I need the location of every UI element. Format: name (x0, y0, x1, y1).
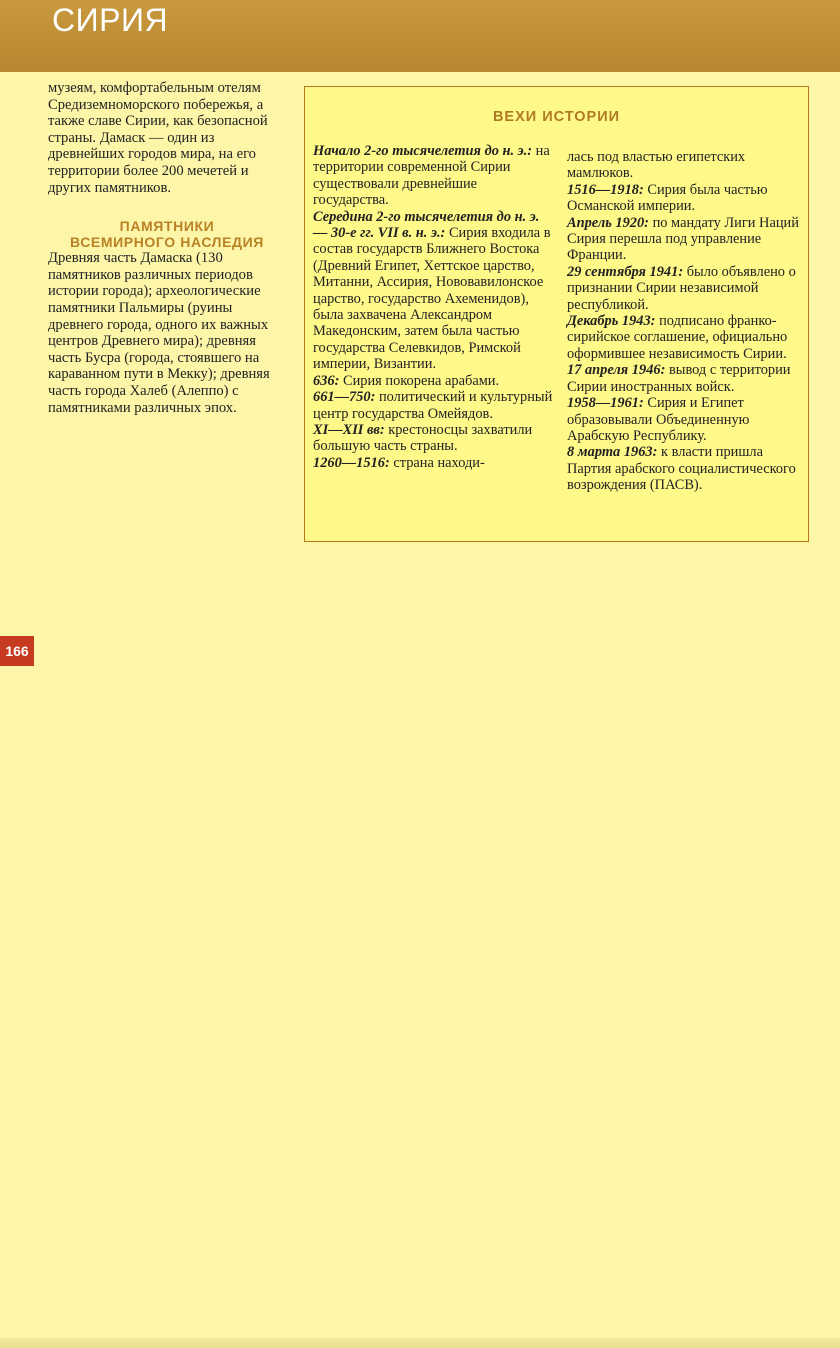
timeline-entry (313, 389, 553, 422)
timeline-entry (313, 209, 553, 373)
timeline-box (304, 86, 809, 542)
timeline-text: Сирия и Египет образовывали Объединенную Арабскую Республику. (567, 395, 750, 444)
timeline-entry (567, 149, 799, 182)
left-column (48, 80, 286, 416)
timeline-date: 8 марта 1963: (567, 444, 658, 461)
timeline-text: Сирия была частью Османской империи. (567, 181, 768, 215)
timeline-text: политический и культурный центр государства Омейядов. (313, 389, 553, 422)
timeline-text: к власти пришла Партия арабского социалистического возрождения (ПАСВ). (567, 444, 796, 494)
timeline-text: было объявлено о признании Сирии независимой республикой. (567, 263, 796, 313)
timeline-text: лась под властью египетских мамлюков. (567, 149, 746, 182)
timeline-date: 1260—1516: (313, 454, 390, 471)
timeline-entry (567, 444, 799, 493)
timeline-date: Середина 2-го тысячелетия до н. э. — 30-е гг. VII в. н. э.: (313, 208, 540, 242)
timeline-entry (567, 264, 799, 313)
timeline-column-2 (567, 149, 799, 494)
timeline-date: 1958—1961: (567, 395, 644, 412)
timeline-text: на территории современной Сирии существовали древнейшие государства. (313, 143, 550, 209)
timeline-entry (313, 422, 553, 455)
heritage-paragraph: Древняя часть Дамаска (130 памятников различных периодов истории города); археологические памятники Пальмиры (руины древнего города, одного их важных центров Древнего мира); древняя часть Бусра (города, стоявшего на караванном пути в Мекку); древняя часть города Халеб (Алеппо) с памятниками различных эпох. (48, 250, 270, 416)
chapter-header-band (0, 0, 840, 72)
timeline-entry (567, 215, 799, 264)
heritage-heading-line1: ПАМЯТНИКИ (119, 218, 215, 235)
timeline-text: крестоносцы захватили большую часть страны. (313, 421, 533, 455)
heritage-heading-line2: ВСЕМИРНОГО НАСЛЕДИЯ (70, 234, 264, 251)
timeline-entry (567, 395, 799, 444)
timeline-entry (313, 455, 553, 471)
timeline-entry (313, 143, 553, 209)
timeline-title: ВЕХИ ИСТОРИИ (492, 109, 621, 125)
timeline-date: Начало 2-го тысячелетия до н. э.: (313, 143, 533, 159)
timeline-entry (567, 313, 799, 362)
timeline-date: 636: (313, 372, 340, 389)
timeline-text: Сирия покорена арабами. (339, 372, 500, 389)
timeline-date: Декабрь 1943: (567, 313, 656, 330)
timeline-column-1 (313, 143, 553, 471)
timeline-date: Апрель 1920: (567, 214, 649, 231)
timeline-entry (313, 373, 553, 389)
timeline-text: по мандату Лиги Наций Сирия перешла под управление Франции. (567, 214, 799, 264)
page-bottom-edge (0, 1338, 840, 1348)
timeline-text: Сирия входила в состав государств Ближнего Востока (Древний Египет, Хеттское царство, Митанни, Ассирия, Нововавилонское царство, государство Ахеменидов), была захвачена Александром Македонским, затем была частью государства Селевкидов, Римской империи, Византии. (313, 225, 551, 373)
timeline-entry (567, 182, 799, 215)
timeline-text: страна находи- (389, 454, 485, 471)
timeline-date: 1516—1918: (567, 181, 644, 198)
page-number: 166 (0, 636, 34, 666)
timeline-text: подписано франко-сирийское соглашение, официально оформившее независимость Сирии. (567, 313, 788, 362)
timeline-text: вывод с территории Сирии иностранных войск. (567, 362, 791, 395)
chapter-title: СИРИЯ (52, 2, 169, 38)
timeline-date: 661—750: (313, 389, 376, 406)
intro-paragraph: музеям, комфортабельным отелям Средиземноморского побережья, а также славе Сирии, как безопасной страны. Дамаск — один из древнейших городов мира, на его территории более 200 мечетей и других памятников. (48, 80, 268, 196)
timeline-date: 17 апреля 1946: (567, 362, 666, 379)
timeline-date: XI—XII вв: (313, 421, 385, 438)
heritage-heading (48, 218, 286, 250)
timeline-date: 29 сентября 1941: (567, 263, 684, 280)
timeline-entry (567, 362, 799, 395)
